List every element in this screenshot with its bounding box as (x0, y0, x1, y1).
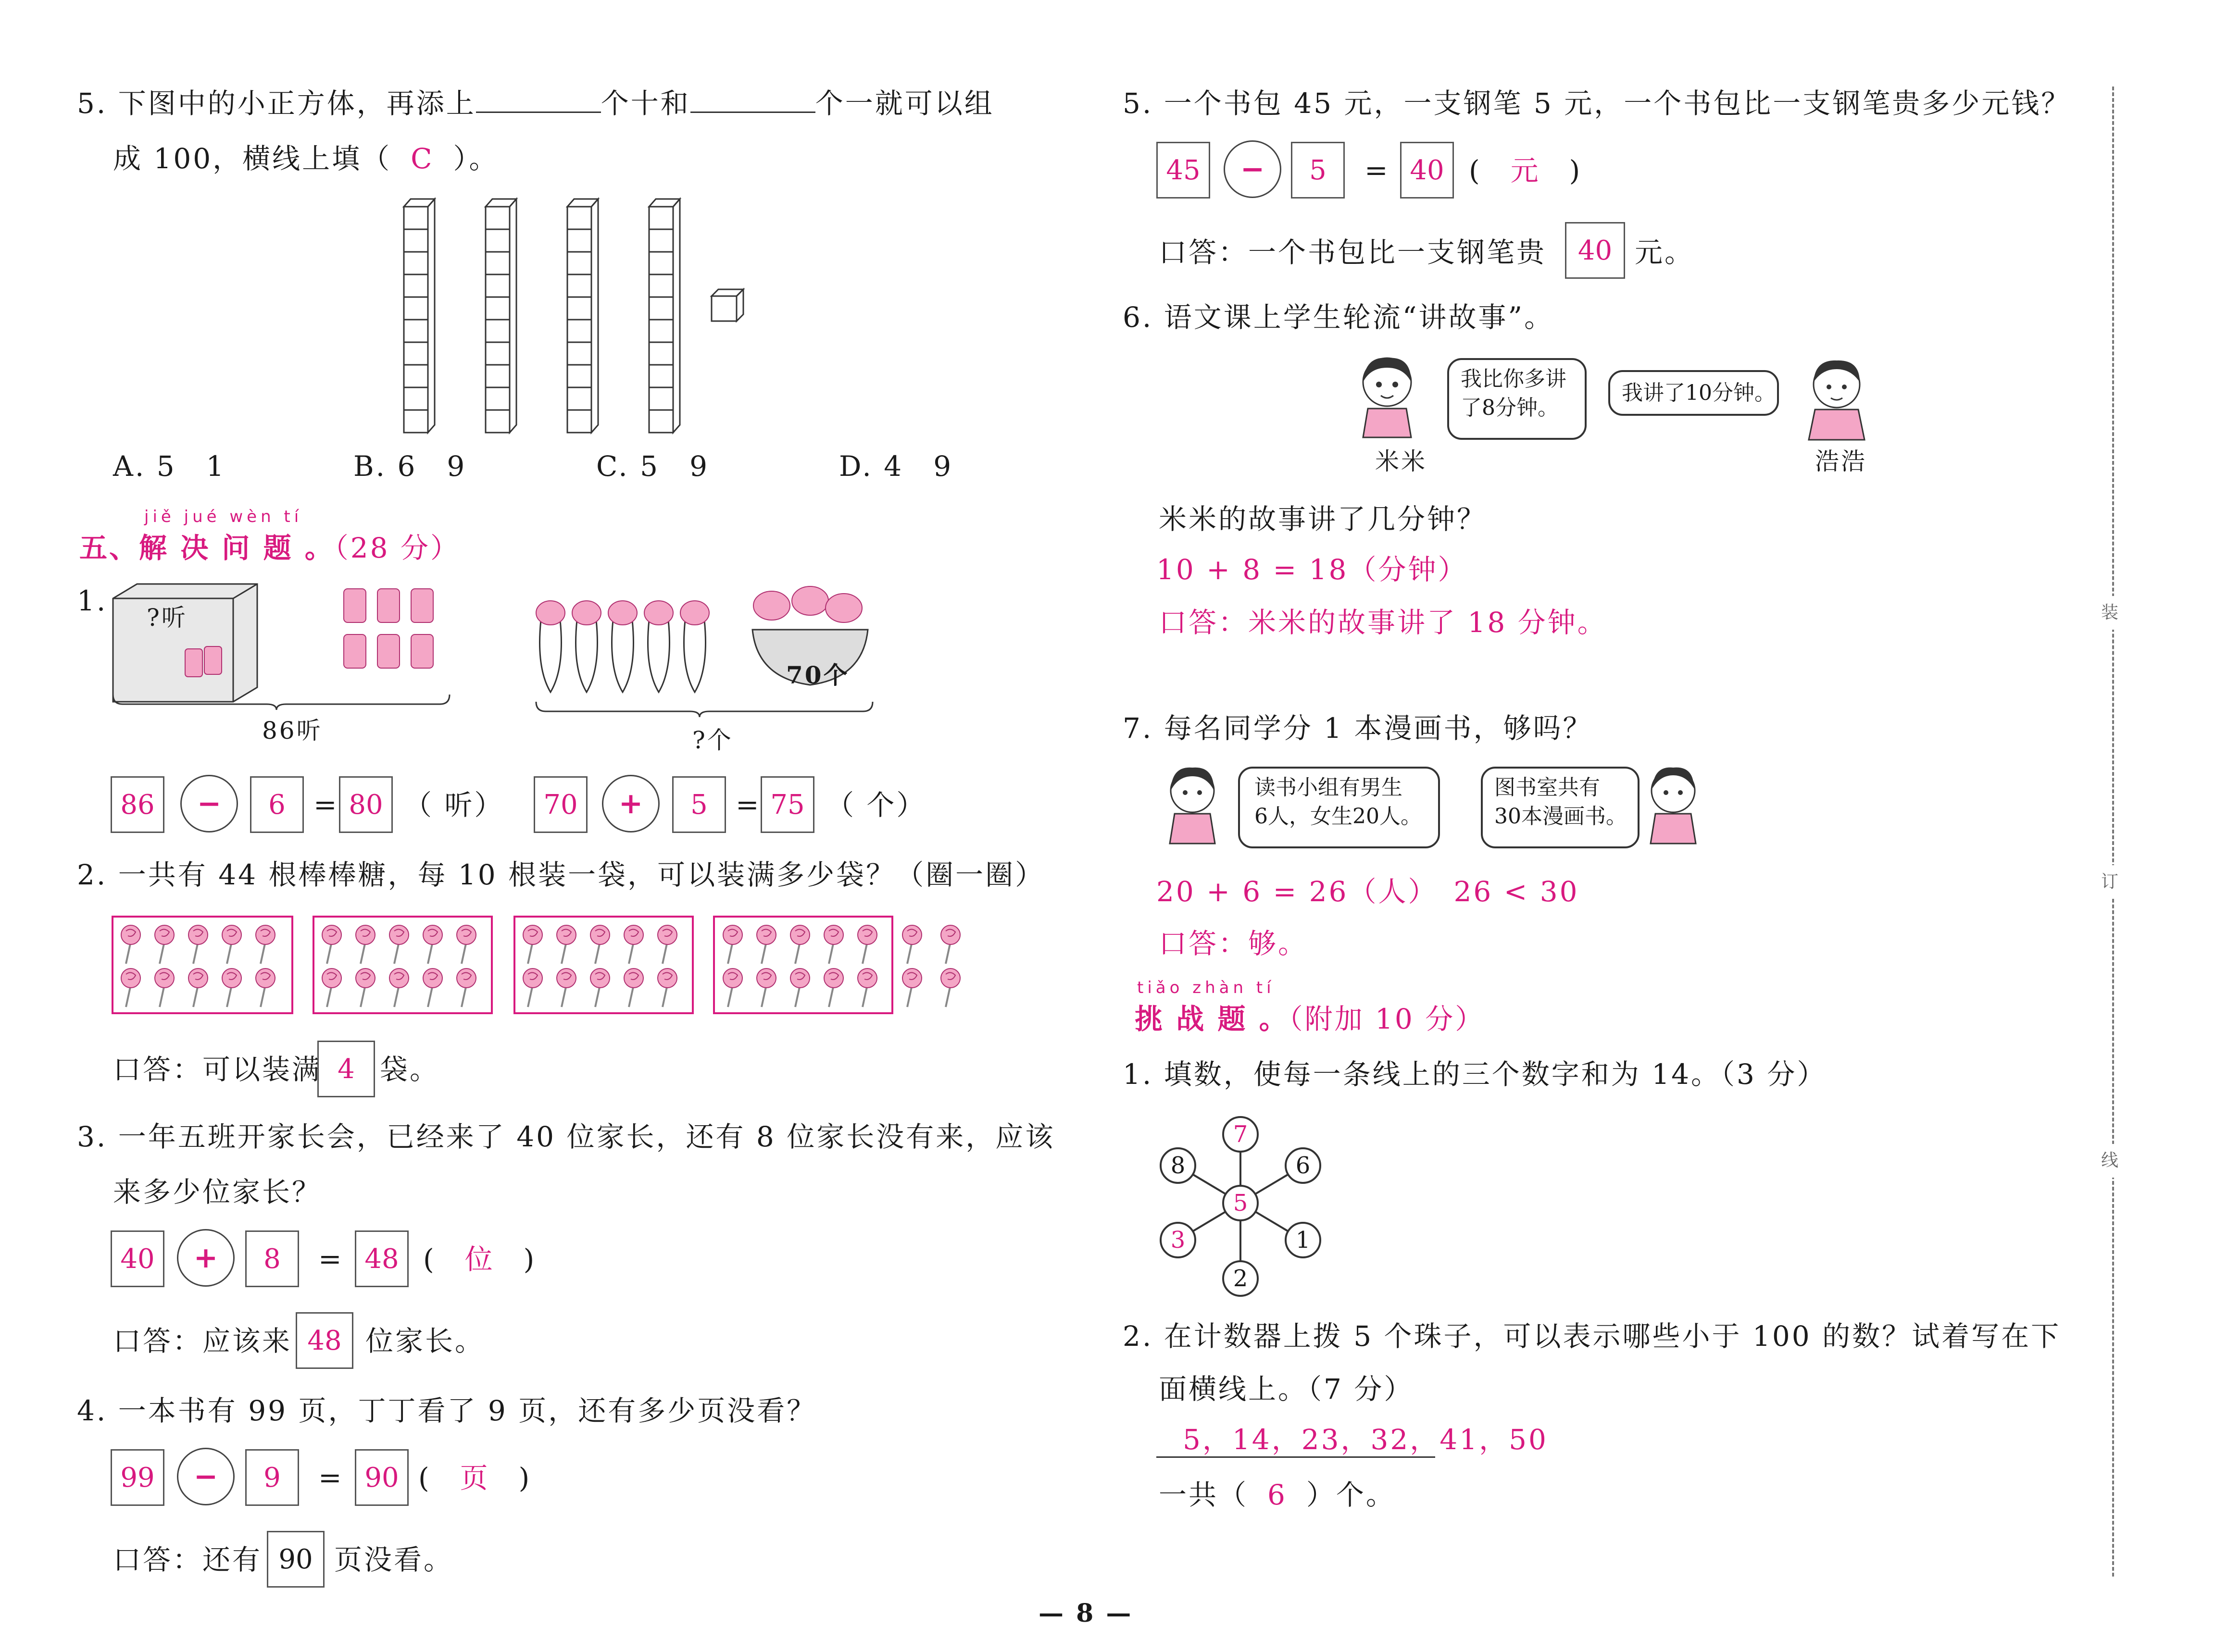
p3-answer-box[interactable]: 48 (296, 1312, 353, 1369)
p3-question-line2: 来多少位家长？ (113, 1176, 322, 1208)
binding-dashed-line (2112, 87, 2114, 1577)
r7-answer[interactable]: 口答：够。 (1159, 927, 1308, 960)
q5-option-a[interactable]: A. 5 1 (113, 450, 226, 483)
node-bottom[interactable]: 2 (1222, 1260, 1259, 1297)
p1-eq2-unit: （ 个） (826, 789, 926, 821)
p4-eq-r[interactable]: 90 (355, 1449, 409, 1506)
r5-question: 5. 一个书包 45 元，一支钢笔 5 元，一个书包比一支钢笔贵多少元钱？ (1123, 87, 2071, 120)
r6-answer[interactable]: 口答：米米的故事讲了 18 分钟。 (1159, 606, 1607, 639)
p2-question: 2. 一共有 44 根棒棒糖，每 10 根装一袋，可以装满多少袋？（圈一圈） (77, 858, 1045, 891)
section5-title: 五、解 决 问 题 。（28 分） (79, 532, 461, 564)
c2-question-line1: 2. 在计数器上拨 5 个珠子，可以表示哪些小于 100 的数？试着写在下 (1123, 1320, 2061, 1353)
girl-speech-bubble: 读书小组有男生 6人，女生20人。 (1238, 767, 1440, 848)
c2-answer-underline (1156, 1456, 1435, 1458)
p3-answer-pre: 口答：应该来 (113, 1325, 292, 1357)
r6-question: 6. 语文课上学生轮流“讲故事”。 (1123, 301, 1554, 334)
p3-eq-unit: ( 位 ) (423, 1243, 537, 1276)
r5-eq-a[interactable]: 45 (1156, 142, 1210, 199)
p1-basket-label: 70个 (786, 661, 850, 689)
binding-mark-3: 线 (2101, 1144, 2120, 1178)
girl-avatar (1161, 762, 1224, 848)
p2-answer-box[interactable]: 4 (317, 1041, 375, 1097)
p3-eq-op[interactable]: + (177, 1229, 235, 1287)
p3-eq-equals: = (318, 1242, 342, 1275)
p1-eq2-b[interactable]: 5 (672, 776, 726, 833)
node-lower-left[interactable]: 3 (1160, 1222, 1196, 1258)
node-lower-right[interactable]: 1 (1285, 1222, 1321, 1258)
p1-total2-label: ?个 (692, 726, 733, 754)
p3-question-line1: 3. 一年五班开家长会，已经来了 40 位家长，还有 8 位家长没有来，应该 (77, 1120, 1055, 1153)
p1-eq1-equals: = (313, 788, 337, 821)
q5-blank-ones[interactable] (690, 87, 815, 113)
p1-eq2-op[interactable]: + (602, 775, 660, 832)
p3-eq-r[interactable]: 48 (355, 1230, 409, 1287)
section5-pinyin: jiě jué wèn tí (144, 507, 303, 526)
p4-eq-a[interactable]: 99 (111, 1449, 164, 1506)
p1-eq1-a[interactable]: 86 (111, 776, 164, 833)
lollipops-figure (112, 916, 987, 1012)
p1-eq1-unit: （ 听） (404, 789, 504, 821)
r5-eq-unit: ( 元 ) (1469, 154, 1582, 187)
r5-answer-box[interactable]: 40 (1565, 222, 1625, 279)
q5-option-c[interactable]: C. 5 9 (596, 450, 709, 483)
p1-total-label: 86听 (262, 717, 323, 745)
r6-work[interactable]: 10 + 8 = 18（分钟） (1156, 553, 1468, 586)
r5-answer-pre: 口答：一个书包比一支钢笔贵 (1159, 236, 1547, 269)
haohao-speech-bubble: 我讲了10分钟。 (1608, 370, 1779, 416)
c2-answer-line[interactable]: 5，14，23，32，41，50 (1183, 1423, 1548, 1456)
p1-eq1-b[interactable]: 6 (250, 776, 304, 833)
boy-avatar (1642, 762, 1704, 848)
q5-line1: 5. 下图中的小正方体，再添上 个十和 个一就可以组 (77, 87, 994, 120)
p1-number: 1. (77, 584, 108, 617)
r5-eq-r[interactable]: 40 (1400, 142, 1454, 199)
p4-eq-equals: = (318, 1461, 342, 1494)
node-upper-right[interactable]: 6 (1285, 1147, 1321, 1184)
p4-answer-post: 页没看。 (334, 1543, 454, 1576)
p3-eq-a[interactable]: 40 (111, 1230, 164, 1287)
c1-question: 1. 填数，使每一条线上的三个数字和为 14。（3 分） (1123, 1058, 1827, 1091)
r5-eq-equals: = (1364, 154, 1388, 186)
p2-answer-post: 袋。 (380, 1053, 440, 1086)
p4-question: 4. 一本书有 99 页，丁丁看了 9 页，还有多少页没看？ (77, 1394, 817, 1427)
p4-eq-op[interactable]: − (177, 1448, 235, 1505)
p4-answer-box[interactable]: 90 (267, 1531, 325, 1588)
p1-eq2-equals: = (736, 788, 759, 821)
r5-answer-post: 元。 (1635, 236, 1695, 269)
haohao-avatar (1798, 356, 1880, 447)
q5-option-d[interactable]: D. 4 9 (839, 450, 953, 483)
mimi-avatar (1351, 353, 1428, 445)
cube-rods-figure (394, 192, 827, 442)
p1-eq1-r[interactable]: 80 (339, 776, 393, 833)
q5-option-b[interactable]: B. 6 9 (353, 450, 467, 483)
q5-blank-tens[interactable] (476, 87, 601, 113)
q5-line2: 成 100，横线上填（ C ）。 (113, 142, 499, 175)
boy-speech-bubble: 图书室共有 30本漫画书。 (1481, 767, 1640, 848)
challenge-pinyin: tiǎo zhàn tí (1137, 978, 1275, 997)
challenge-title: 挑 战 题 。（附加 10 分） (1135, 1003, 1485, 1035)
p1-eq2-r[interactable]: 75 (761, 776, 814, 833)
p1-box-label: ?听 (147, 604, 188, 632)
p3-eq-b[interactable]: 8 (245, 1230, 299, 1287)
page-number: — 8 — (1039, 1599, 1133, 1628)
q5-answer[interactable]: C (411, 142, 434, 175)
r5-eq-b[interactable]: 5 (1291, 142, 1345, 199)
r7-work[interactable]: 20 + 6 = 26（人） 26 < 30 (1156, 875, 1579, 908)
r5-eq-op[interactable]: − (1224, 140, 1281, 198)
p2-answer-line: 口答：可以装满 (113, 1053, 322, 1086)
p1-radish-figure (531, 582, 897, 726)
c2-question-line2: 面横线上。（7 分） (1159, 1373, 1414, 1405)
p4-answer-pre: 口答：还有 (113, 1543, 263, 1576)
binding-mark-2: 订 (2101, 865, 2120, 899)
node-center[interactable]: 5 (1222, 1185, 1259, 1221)
node-upper-left[interactable]: 8 (1160, 1147, 1196, 1184)
r6-subquestion: 米米的故事讲了几分钟？ (1159, 503, 1487, 535)
mimi-speech-bubble: 我比你多讲 了8分钟。 (1447, 358, 1587, 440)
binding-mark-1: 装 (2101, 596, 2120, 630)
p3-answer-post: 位家长。 (365, 1325, 485, 1357)
mimi-name: 米米 (1375, 447, 1427, 475)
c2-count: 一共（ 6 ）个。 (1159, 1478, 1396, 1511)
p4-eq-b[interactable]: 9 (245, 1449, 299, 1506)
r7-question: 7. 每名同学分 1 本漫画书，够吗？ (1123, 712, 1593, 745)
node-top[interactable]: 7 (1222, 1116, 1259, 1153)
haohao-name: 浩浩 (1815, 447, 1867, 475)
c2-count-answer[interactable]: 6 (1267, 1478, 1287, 1511)
p4-eq-unit: ( 页 ) (418, 1462, 532, 1494)
p1-eq2-a[interactable]: 70 (534, 776, 588, 833)
p1-eq1-op[interactable]: − (180, 775, 238, 832)
